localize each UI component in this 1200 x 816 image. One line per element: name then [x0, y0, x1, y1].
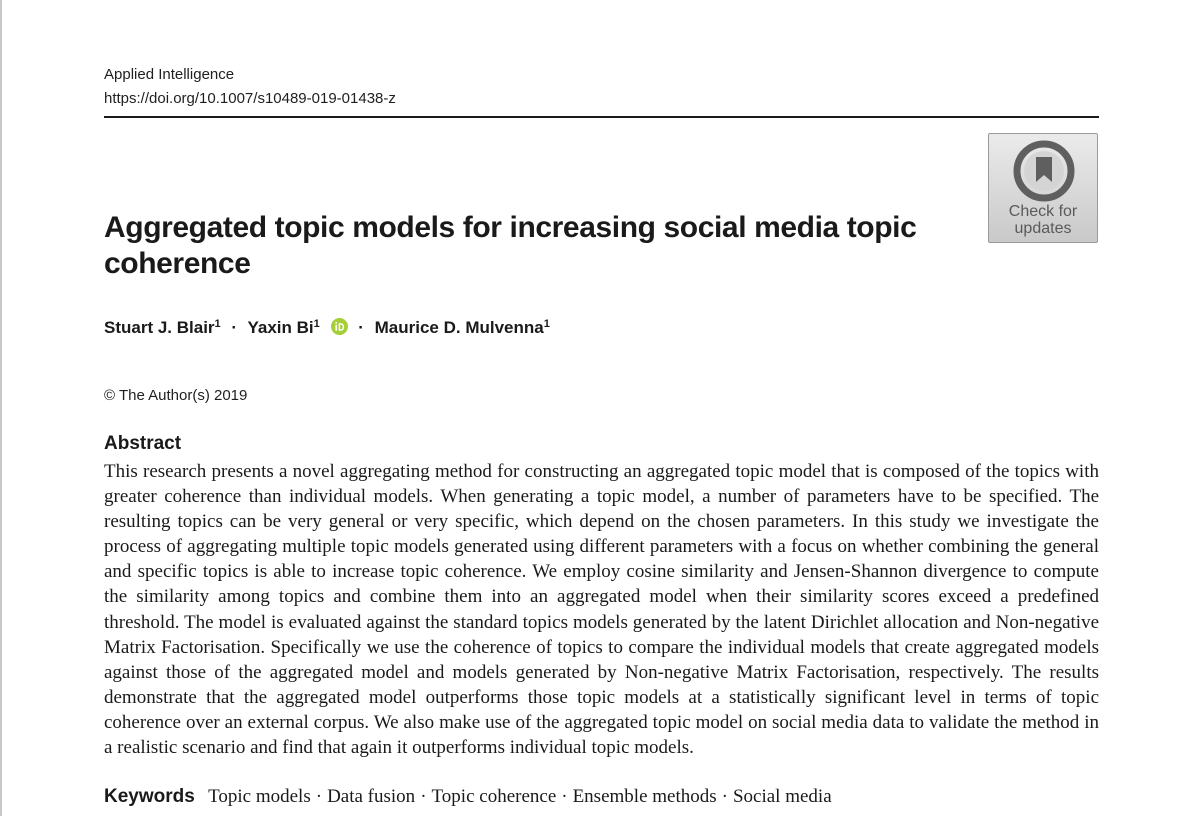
author-affiliation: 1 — [313, 318, 320, 330]
author-separator: · — [231, 318, 238, 337]
journal-name: Applied Intelligence — [104, 66, 235, 83]
author-name[interactable]: Maurice D. Mulvenna — [374, 318, 544, 337]
copyright-notice: © The Author(s) 2019 — [104, 387, 248, 404]
keyword[interactable]: Social media — [732, 786, 832, 807]
orcid-icon[interactable] — [331, 318, 348, 335]
keyword[interactable]: Topic coherence — [431, 786, 557, 807]
keyword-separator: · — [315, 786, 323, 807]
keywords-row — [104, 785, 832, 809]
crossmark-icon — [1013, 140, 1075, 202]
keyword[interactable]: Ensemble methods — [572, 786, 717, 807]
badge-label — [989, 203, 1097, 237]
doi-link[interactable]: https://doi.org/10.1007/s10489-019-01438-z — [104, 90, 396, 107]
author-name[interactable]: Stuart J. Blair — [104, 318, 215, 337]
check-for-updates-button[interactable] — [988, 133, 1098, 243]
keywords-label: Keywords — [104, 786, 195, 807]
author-affiliation: 1 — [543, 318, 550, 330]
author-name[interactable]: Yaxin Bi — [247, 318, 314, 337]
paper-title: Aggregated topic models for increasing social media topic coherence — [104, 211, 917, 280]
author-affiliation: 1 — [214, 318, 221, 330]
badge-line-1: Check for — [1008, 203, 1078, 220]
keyword-separator: · — [420, 786, 427, 807]
keywords-list — [208, 786, 832, 807]
author-list — [104, 316, 550, 340]
page-edge — [0, 0, 2, 816]
badge-line-2: updates — [1014, 220, 1072, 237]
abstract-heading: Abstract — [104, 433, 182, 454]
keyword-separator: · — [721, 786, 728, 807]
keyword[interactable]: Data fusion — [327, 786, 416, 807]
keyword-separator: · — [561, 786, 568, 807]
author-separator: · — [358, 318, 364, 337]
header-rule — [104, 116, 1099, 118]
keyword[interactable]: Topic models — [208, 786, 311, 807]
abstract-text: This research presents a novel aggregating method for constructing an aggregated topic model that is composed of the topics with greater coherence than individual models. When generating a topic model, a number of parameters have to be specified. The resulting topics can be very general or very specific, which depend on the chosen parameters. In this study we investigate the process of aggregating multiple topic models generated using different parameters with a focus on whether combining the general and specific topics is able to increase topic coherence. We employ cosine similarity and Jensen-Shannon divergence to compute the similarity among topics and combine them into an aggregated model when their similarity scores exceed a predefined threshold. The model is evaluated against the standard topics models generated by the latent Dirichlet allocation and Non-negative Matrix Factorisation. Specifically we use the coherence of topics to compare the individual models that create aggregated models against those of the aggregated model and models generated by Non-negative Matrix Factorisation, respectively. The results demonstrate that the aggregated model outperforms those topic models at a statistically significant level in terms of topic coherence over an external corpus. We also make use of the aggregated topic model on social media data to validate the method in a realistic scenario and find that again it outperforms individual topic models. — [104, 461, 1099, 759]
